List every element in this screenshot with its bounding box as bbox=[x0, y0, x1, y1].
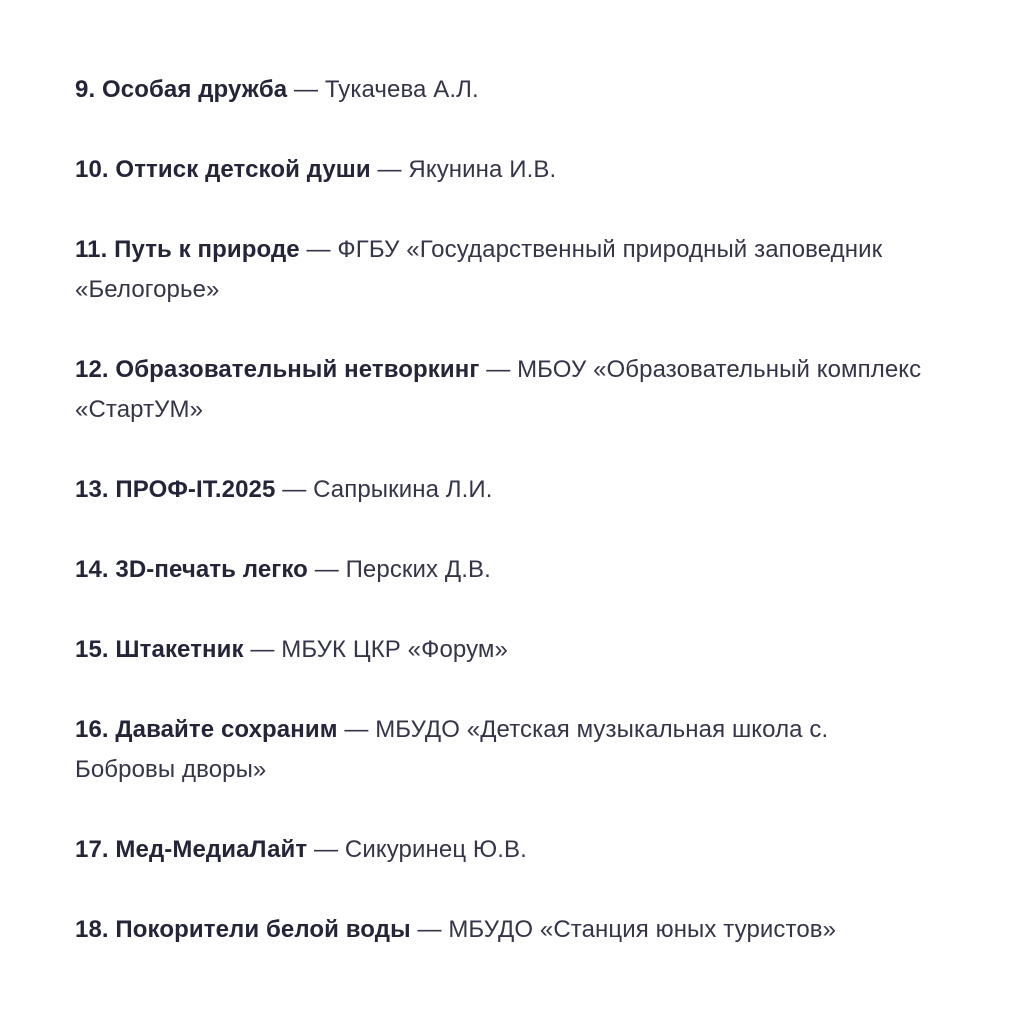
project-author: МБУДО «Детская музыкальная школа с. Бобровы дворы» bbox=[75, 716, 829, 783]
project-title: 17. Мед-МедиаЛайт bbox=[75, 836, 308, 863]
list-item bbox=[75, 230, 935, 310]
list-item bbox=[75, 70, 935, 110]
list-item bbox=[75, 830, 935, 870]
project-title: 15. Штакетник bbox=[75, 636, 244, 663]
project-author: МБУК ЦКР «Форум» bbox=[281, 636, 508, 663]
list-item bbox=[75, 910, 935, 950]
separator: — bbox=[337, 716, 376, 743]
project-author: Сапрыкина Л.И. bbox=[313, 476, 493, 503]
project-list bbox=[75, 70, 935, 950]
list-item bbox=[75, 550, 935, 590]
project-title: 12. Образовательный нетворкинг bbox=[75, 356, 480, 383]
separator: — bbox=[287, 76, 325, 103]
project-author: Сикуринец Ю.В. bbox=[344, 836, 527, 863]
list-item bbox=[75, 630, 935, 670]
project-author: Якунина И.В. bbox=[408, 156, 557, 183]
separator: — bbox=[307, 836, 345, 863]
project-author: МБОУ «Образовательный комплекс «СтартУМ» bbox=[75, 356, 922, 423]
project-author: Тукачева А.Л. bbox=[324, 76, 479, 103]
project-title: 16. Давайте сохраним bbox=[75, 716, 338, 743]
list-item bbox=[75, 470, 935, 510]
separator: — bbox=[410, 916, 449, 943]
separator: — bbox=[307, 556, 346, 583]
list-item bbox=[75, 350, 935, 430]
project-author: Перских Д.В. bbox=[345, 556, 491, 583]
project-author: МБУДО «Станция юных туристов» bbox=[448, 916, 837, 943]
project-title: 9. Особая дружба bbox=[75, 76, 288, 103]
project-author: ФГБУ «Государственный природный заповедник «Белогорье» bbox=[75, 236, 883, 303]
list-item bbox=[75, 150, 935, 190]
separator: — bbox=[479, 356, 518, 383]
separator: — bbox=[299, 236, 338, 263]
project-title: 11. Путь к природе bbox=[75, 236, 300, 263]
project-title: 18. Покорители белой воды bbox=[75, 916, 411, 943]
list-item bbox=[75, 710, 935, 790]
project-title: 14. 3D-печать легко bbox=[75, 556, 308, 583]
project-title: 13. ПРОФ-IT.2025 bbox=[75, 476, 276, 503]
separator: — bbox=[243, 636, 282, 663]
project-title: 10. Оттиск детской души bbox=[75, 156, 371, 183]
separator: — bbox=[275, 476, 314, 503]
separator: — bbox=[370, 156, 409, 183]
